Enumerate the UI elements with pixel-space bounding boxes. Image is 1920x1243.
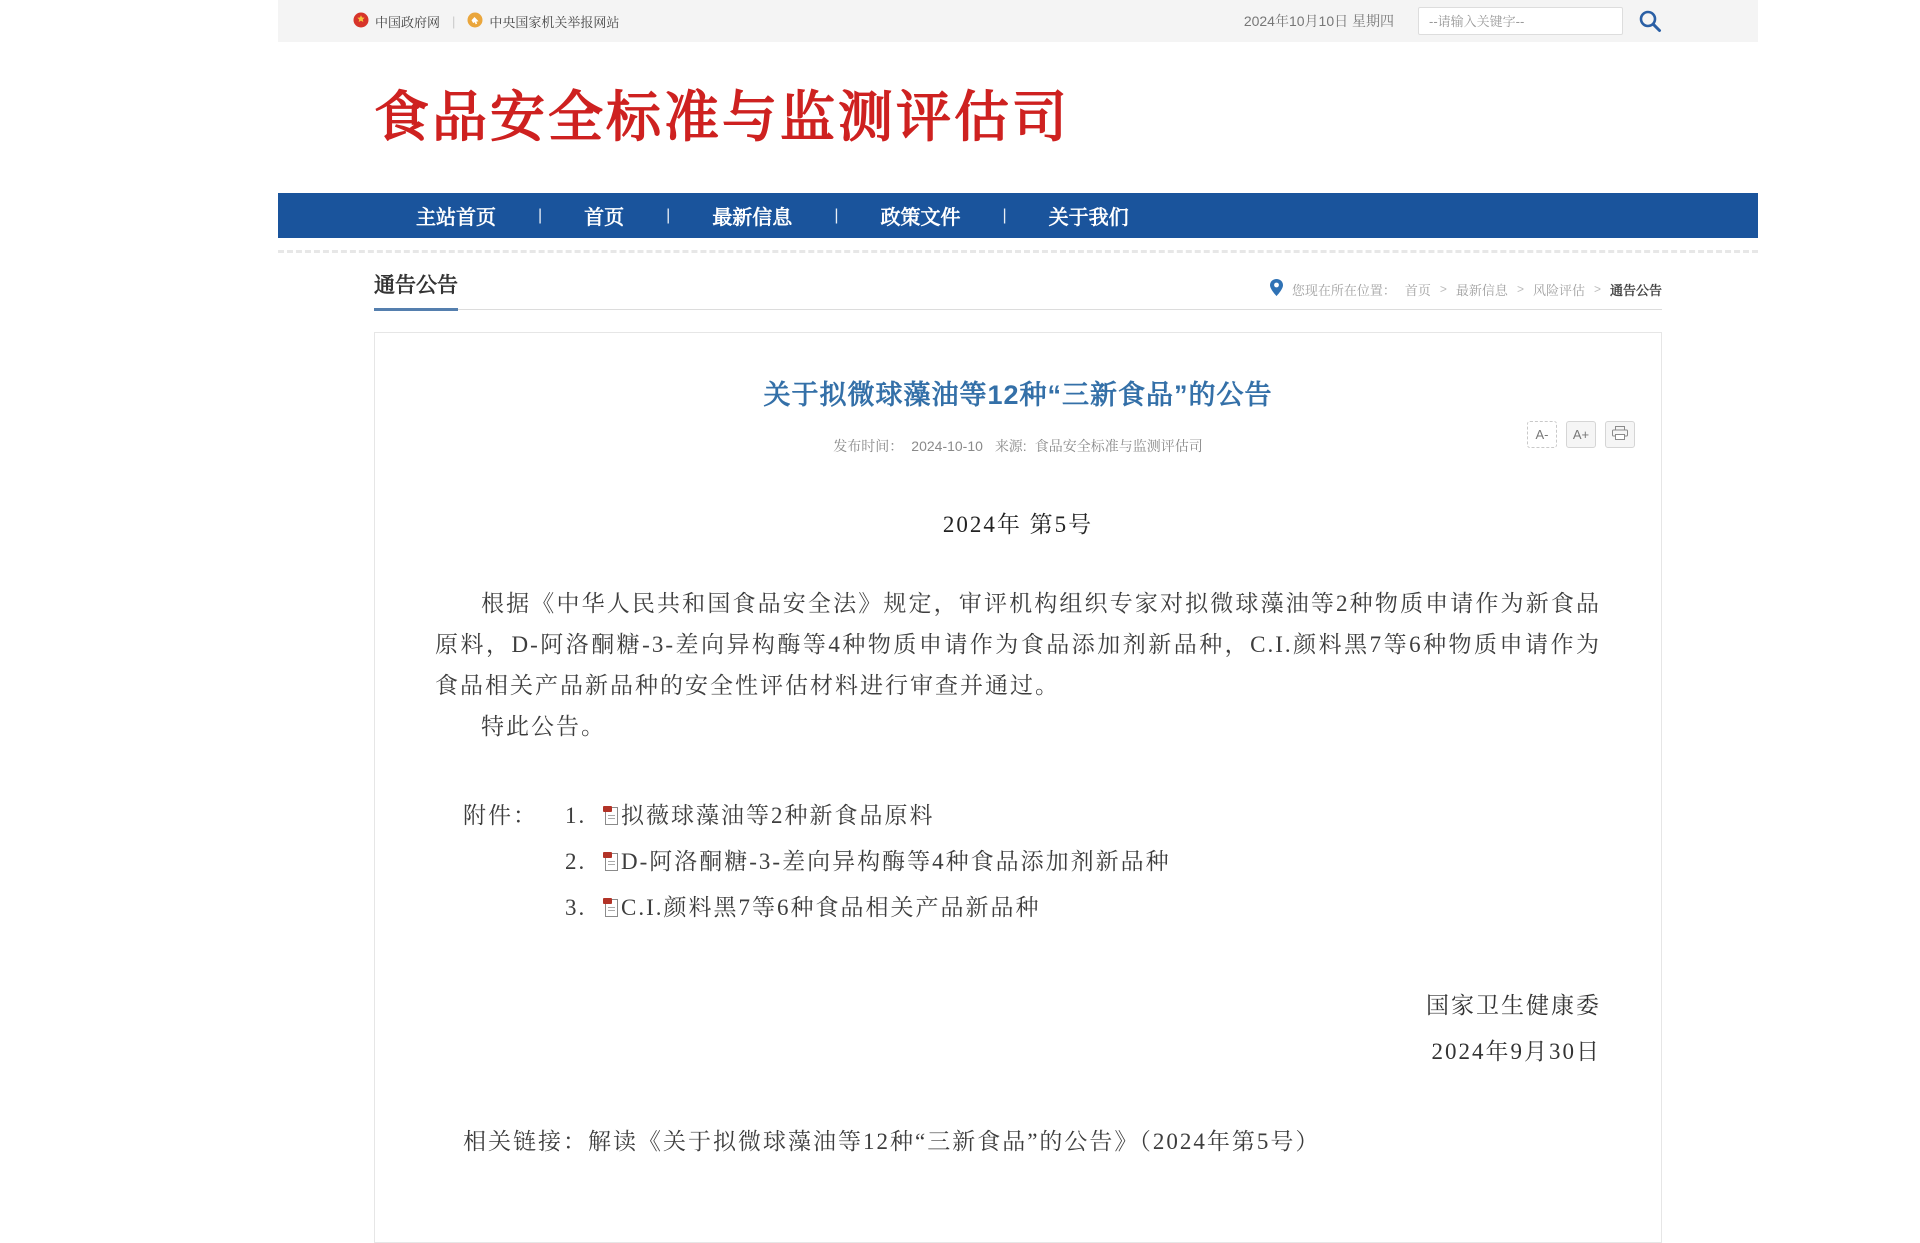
publish-time-label: 发布时间： <box>833 438 904 455</box>
nav-item-main-home[interactable]: 主站首页 <box>416 207 496 230</box>
paragraph: 特此公告。 <box>481 714 606 740</box>
document-number: 2024年 第5号 <box>942 512 1094 538</box>
print-button[interactable] <box>1605 421 1635 448</box>
breadcrumb-home[interactable]: 首页 <box>1404 282 1431 298</box>
location-pin-icon <box>1270 279 1283 299</box>
source-label: 来源: <box>994 438 1027 455</box>
paragraph: 根据《中华人民共和国食品安全法》规定，审评机构组织专家对拟微球藻油等2种物质申请作为新食品原料，D-阿洛酮糖-3-差向异构酶等4种物质申请作为食品添加剂新品种，C.I.颜料黑7等6种物质申请作为食品相关产品新品种的安全性评估材料进行审查并通过。 <box>435 591 1601 699</box>
signature-block <box>435 983 1601 1075</box>
decorative-dashed-line <box>278 250 1758 253</box>
document-file-icon <box>603 887 618 933</box>
source-value: 食品安全标准与监测评估司 <box>1034 438 1203 455</box>
attachment-number: 2. <box>565 849 587 875</box>
nav-item-policy-documents[interactable]: 政策文件 <box>880 207 961 230</box>
attachment-row <box>463 839 1601 885</box>
attachments-list <box>463 793 1601 931</box>
breadcrumb-separator: > <box>1593 282 1601 297</box>
article-body <box>435 583 1601 1162</box>
signature-org: 国家卫生健康委 <box>1426 993 1601 1019</box>
breadcrumb-latest-news[interactable]: 最新信息 <box>1455 282 1508 298</box>
nav-separator: | <box>666 206 671 224</box>
attachment-link-1[interactable] <box>603 793 935 839</box>
gov-emblem-icon <box>353 12 369 31</box>
printer-icon <box>1612 426 1628 443</box>
attachments-label: 附件： <box>463 803 538 829</box>
section-title: 通告公告 <box>374 269 458 311</box>
breadcrumb-current: 通告公告 <box>1609 282 1662 298</box>
document-file-icon <box>603 841 618 887</box>
section-header-row <box>374 269 1662 310</box>
attachment-row <box>463 793 1601 839</box>
attachment-title: C.I.颜料黑7等6种食品相关产品新品种 <box>621 895 1041 921</box>
document-file-icon <box>603 795 618 841</box>
article-card <box>374 332 1662 1243</box>
current-date: 2024年10月10日 星期四 <box>1243 13 1394 29</box>
attachment-number: 3. <box>565 895 587 921</box>
site-search <box>1418 7 1663 35</box>
top-utility-bar <box>278 0 1758 42</box>
nav-item-home[interactable]: 首页 <box>584 207 625 230</box>
publish-time-value: 2024-10-10 <box>911 438 983 455</box>
attachment-number: 1. <box>565 803 587 829</box>
gov-portal-link[interactable] <box>353 12 440 31</box>
related-links <box>463 1121 1601 1162</box>
font-increase-button[interactable]: A+ <box>1566 421 1596 448</box>
font-decrease-button[interactable]: A- <box>1527 421 1557 448</box>
related-link[interactable]: 解读《关于拟微球藻油等12种“三新食品”的公告》（2024年第5号） <box>588 1129 1321 1155</box>
report-site-label: 中央国家机关举报网站 <box>489 14 620 30</box>
gov-portal-label: 中国政府网 <box>375 14 441 30</box>
attachment-row <box>463 885 1601 931</box>
article-tools <box>1527 421 1635 448</box>
topbar-links <box>353 12 619 31</box>
nav-separator: | <box>834 206 839 224</box>
article-meta <box>435 436 1601 456</box>
attachment-link-3[interactable] <box>603 885 1041 931</box>
breadcrumb-separator: > <box>1439 282 1447 297</box>
breadcrumb-separator: > <box>1516 282 1524 297</box>
report-site-icon <box>467 12 483 31</box>
search-input[interactable] <box>1418 7 1623 35</box>
nav-separator: | <box>538 206 543 224</box>
page-container <box>278 0 1758 1243</box>
topbar-separator: | <box>452 13 456 29</box>
related-links-label: 相关链接： <box>463 1129 588 1155</box>
signature-date: 2024年9月30日 <box>1431 1039 1601 1065</box>
article-title: 关于拟微球藻油等12种“三新食品”的公告 <box>763 380 1273 411</box>
topbar-right <box>1244 7 1663 35</box>
main-nav <box>278 193 1758 238</box>
attachment-title: D-阿洛酮糖-3-差向异构酶等4种食品添加剂新品种 <box>621 849 1171 875</box>
site-title: 食品安全标准与监测评估司 <box>374 86 1071 148</box>
breadcrumb-prefix: 您现在所在位置： <box>1291 282 1396 298</box>
nav-separator: | <box>1002 206 1007 224</box>
report-site-link[interactable] <box>467 12 619 31</box>
search-icon <box>1637 22 1663 37</box>
site-header <box>278 42 1758 193</box>
nav-item-latest-news[interactable]: 最新信息 <box>712 207 793 230</box>
attachment-link-2[interactable] <box>603 839 1171 885</box>
breadcrumb <box>1270 279 1662 309</box>
breadcrumb-risk-assessment[interactable]: 风险评估 <box>1532 282 1585 298</box>
search-button[interactable] <box>1637 8 1663 34</box>
attachment-title: 拟薇球藻油等2种新食品原料 <box>621 803 935 829</box>
nav-item-about-us[interactable]: 关于我们 <box>1048 207 1129 230</box>
